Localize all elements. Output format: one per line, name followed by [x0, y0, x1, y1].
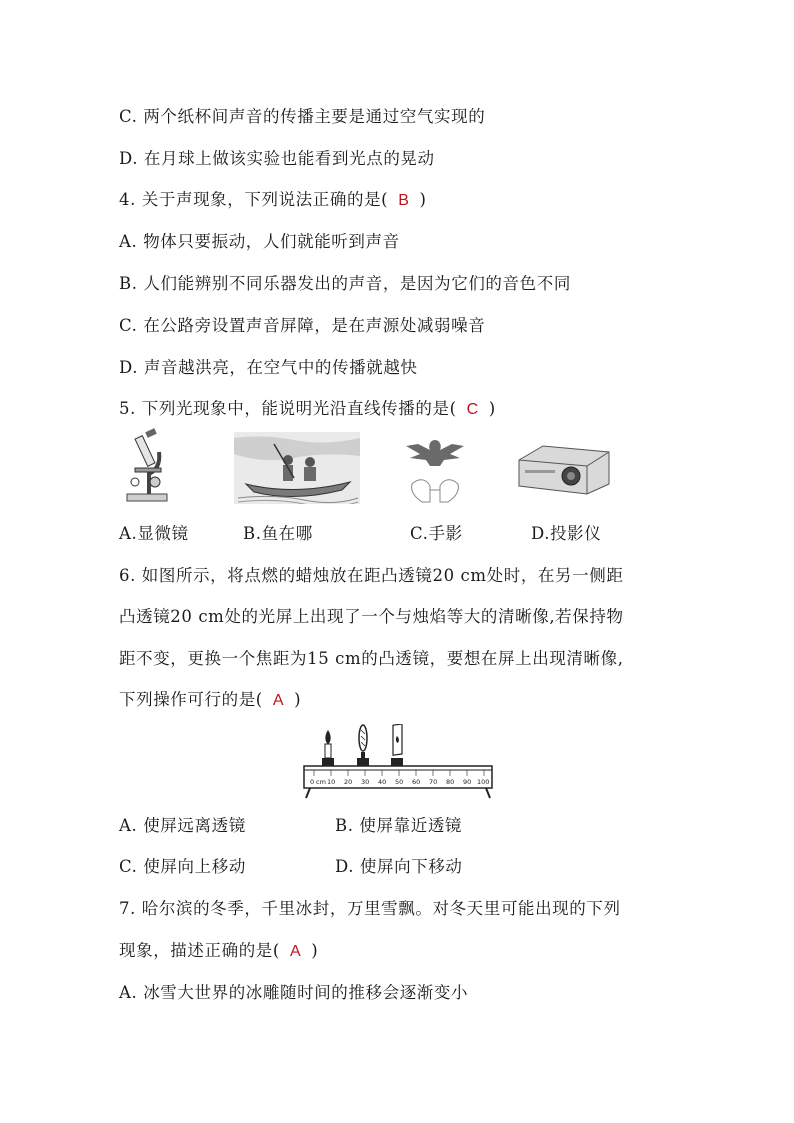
q4-option-d: D. 声音越洪亮，在空气中的传播就越快 [119, 358, 418, 377]
q5-option-b: B.鱼在哪 [243, 524, 313, 543]
ruler-unit: cm [316, 778, 326, 786]
question-5-close: ) [488, 399, 496, 418]
hand-shadow-image [400, 432, 470, 506]
question-5-stem: 5. 下列光现象中，能说明光沿直线传播的是( [119, 399, 457, 418]
q6-option-d: D. 使屏向下移动 [335, 857, 463, 876]
option-d-text: D. 在月球上做该实验也能看到光点的晃动 [119, 149, 435, 168]
ruler-label-10: 10 [327, 778, 336, 786]
ruler-label-90: 90 [463, 778, 472, 786]
q6-option-a: A. 使屏远离透镜 [119, 816, 246, 835]
q6-option-c: C. 使屏向上移动 [119, 857, 246, 876]
ruler-label-70: 70 [429, 778, 438, 786]
q4-option-a: A. 物体只要振动，人们就能听到声音 [119, 232, 400, 251]
ruler-label-100: 100 [477, 778, 490, 786]
option-c-text: C. 两个纸杯间声音的传播主要是通过空气实现的 [119, 107, 486, 126]
projector-image [513, 440, 613, 498]
question-7-close: ) [311, 941, 319, 960]
question-4 [119, 189, 427, 212]
ruler-label-0: 0 [310, 778, 315, 786]
ruler-label-20: 20 [344, 778, 353, 786]
question-6-line-1: 6. 如图所示，将点燃的蜡烛放在距凸透镜20 cm处时，在另一侧距 [119, 566, 624, 585]
question-7-answer: A [289, 943, 302, 960]
question-6-line-2: 凸透镜20 cm处的光屏上出现了一个与烛焰等大的清晰像,若保持物 [119, 607, 624, 626]
candle [322, 730, 334, 766]
question-6-stem: 下列操作可行的是( [119, 690, 263, 709]
convex-lens [357, 725, 369, 766]
ruler-label-80: 80 [446, 778, 455, 786]
question-4-stem: 4. 关于声现象，下列说法正确的是( [119, 190, 389, 209]
question-5 [119, 398, 496, 421]
q5-option-a: A.显微镜 [119, 524, 189, 543]
q4-option-c: C. 在公路旁设置声音屏障，是在声源处减弱噪音 [119, 316, 486, 335]
q4-option-b: B. 人们能辨别不同乐器发出的声音，是因为它们的音色不同 [119, 274, 571, 293]
ruler-label-50: 50 [395, 778, 404, 786]
fish-spearing-image [234, 432, 360, 504]
optical-bench-diagram [302, 724, 494, 800]
question-6-close: ) [294, 690, 302, 709]
q5-option-d: D.投影仪 [531, 524, 602, 543]
ruler-label-40: 40 [378, 778, 387, 786]
ruler-label-30: 30 [361, 778, 370, 786]
ruler-label-60: 60 [412, 778, 421, 786]
question-7-stem: 现象，描述正确的是( [119, 941, 280, 960]
q5-option-c: C.手影 [410, 524, 463, 543]
q7-option-a: A. 冰雪大世界的冰雕随时间的推移会逐渐变小 [119, 983, 469, 1002]
question-4-answer: B [398, 192, 410, 209]
question-6-line-3: 距不变，更换一个焦距为15 cm的凸透镜，要想在屏上出现清晰像, [119, 649, 624, 668]
question-7-line-1: 7. 哈尔滨的冬季，千里冰封，万里雪飘。对冬天里可能出现的下列 [119, 899, 621, 918]
q6-option-b: B. 使屏靠近透镜 [335, 816, 463, 835]
question-6-answer: A [272, 692, 285, 709]
light-screen [391, 724, 403, 766]
microscope-image [121, 428, 175, 504]
question-7 [119, 940, 318, 963]
question-6 [119, 689, 301, 712]
question-4-close: ) [419, 190, 427, 209]
question-5-answer: C [466, 401, 479, 418]
